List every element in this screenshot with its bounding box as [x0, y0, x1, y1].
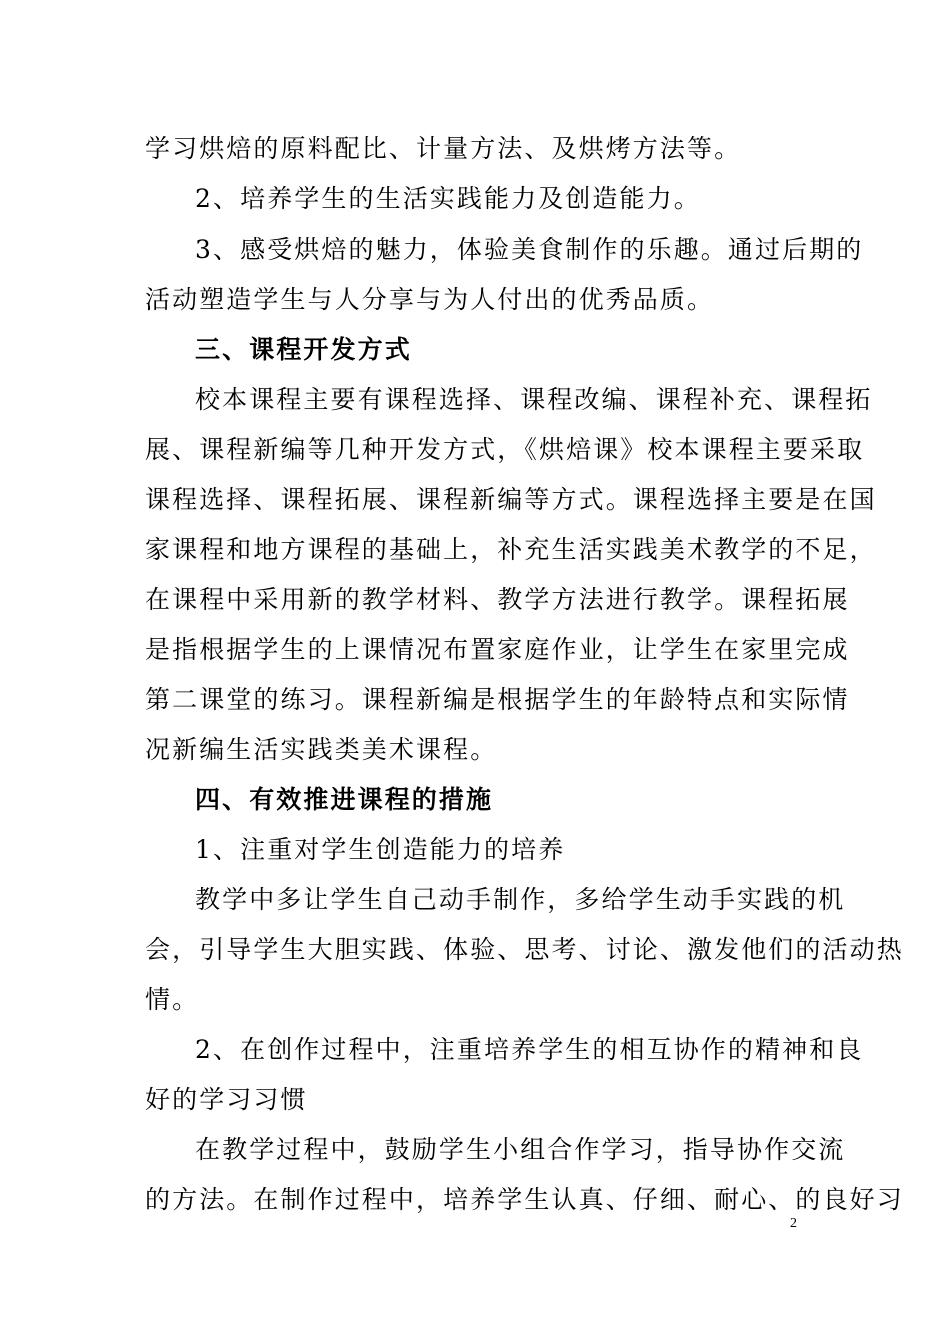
section-heading: 四、有效推进课程的措施 — [195, 785, 494, 814]
paragraph-line: 况新编生活实践类美术课程。 — [145, 735, 498, 764]
paragraph-line: 课程选择、课程拓展、课程新编等方式。课程选择主要是在国 — [145, 485, 877, 514]
paragraph-line: 活动塑造学生与人分享与为人付出的优秀品质。 — [145, 285, 715, 314]
paragraph-line: 3、感受烘焙的魅力，体验美食制作的乐趣。通过后期的 — [195, 235, 864, 264]
paragraph-line: 在教学过程中，鼓励学生小组合作学习，指导协作交流 — [195, 1135, 846, 1164]
paragraph-line: 会，引导学生大胆实践、体验、思考、讨论、激发他们的活动热 — [145, 935, 904, 964]
paragraph-line: 第二课堂的练习。课程新编是根据学生的年龄特点和实际情 — [145, 685, 850, 714]
paragraph-line: 学习烘焙的原料配比、计量方法、及烘烤方法等。 — [145, 134, 742, 163]
subheading-line: 2、在创作过程中，注重培养学生的相互协作的精神和良 — [195, 1035, 864, 1064]
paragraph-line: 展、课程新编等几种开发方式，《烘焙课》校本课程主要采取 — [145, 435, 865, 464]
subheading-line: 1、注重对学生创造能力的培养 — [195, 835, 566, 864]
paragraph-line: 的方法。在制作过程中，培养学生认真、仔细、耐心、的良好习 — [145, 1185, 904, 1214]
paragraph-line: 教学中多让学生自己动手制作，多给学生动手实践的机 — [195, 885, 846, 914]
section-heading: 三、课程开发方式 — [195, 335, 412, 364]
paragraph-line: 在课程中采用新的教学材料、教学方法进行教学。课程拓展 — [145, 585, 850, 614]
paragraph-line: 校本课程主要有课程选择、课程改编、课程补充、课程拓 — [195, 385, 873, 414]
page-number: 2 — [790, 1216, 797, 1231]
paragraph-line: 是指根据学生的上课情况布置家庭作业，让学生在家里完成 — [145, 635, 850, 664]
paragraph-line: 情。 — [145, 985, 200, 1014]
subheading-line: 好的学习习惯 — [145, 1085, 308, 1114]
paragraph-line: 家课程和地方课程的基础上，补充生活实践美术教学的不足， — [145, 535, 877, 564]
paragraph-line: 2、培养学生的生活实践能力及创造能力。 — [195, 184, 701, 213]
